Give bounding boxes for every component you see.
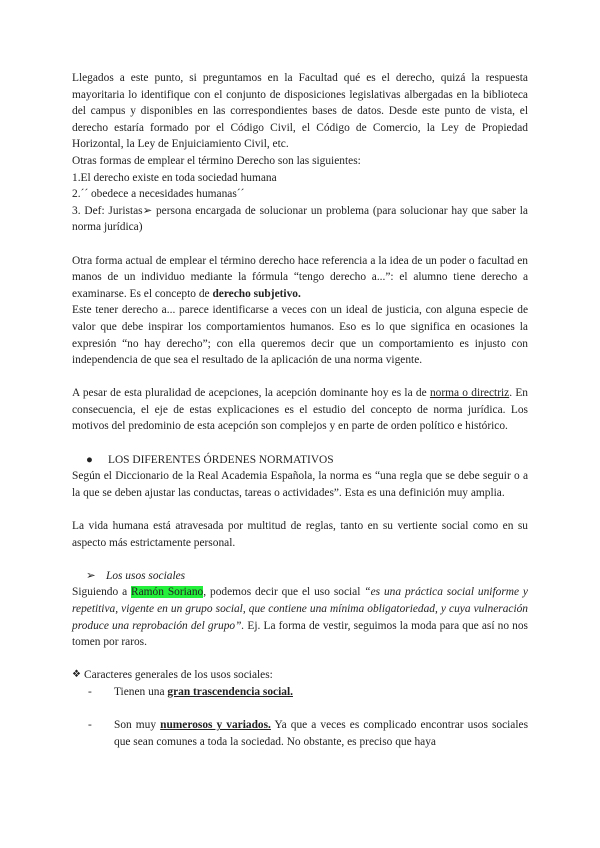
paragraph: Otras formas de emplear el término Derecho son las siguientes:	[72, 154, 361, 167]
bold-term: derecho subjetivo.	[212, 287, 301, 300]
highlighted-name: Ramón Soriano	[131, 586, 204, 599]
list-item: 1.El derecho existe en toda sociedad humana	[72, 171, 277, 184]
list-item: - Tienen una gran trascendencia social.	[72, 684, 528, 701]
list-item: - Son muy numerosos y variados. Ya que a veces es complicado encontrar usos sociales que sean comunes a toda la sociedad. No obstante, es preciso que haya	[88, 719, 529, 748]
bullet-icon: ●	[86, 453, 93, 466]
dash-icon: -	[88, 685, 92, 698]
list-item: 2.´´ obedece a necesidades humanas´´	[72, 188, 245, 201]
dash-icon: -	[88, 719, 92, 732]
paragraph: Según el Diccionario de la Real Academia Española, la norma es “una regla que se debe seguir o a la que se deben ajustar las conductas, tareas o actividades”. Esta es una definición muy amplia.	[72, 470, 528, 499]
document-page	[72, 70, 528, 750]
paragraph: Siguiendo a Ramón Soriano, podemos decir que el uso social “es una práctica social uniforme y repetitiva, vigente en un grupo social, que contiene una mínima obligatoriedad, y cuya vulneración produce una reprobación del grupo”. Ej. La forma de vestir, seguimos la moda para que así no nos tomen por raros.	[72, 586, 528, 649]
subheading: ➢ Los usos sociales	[72, 568, 528, 585]
paragraph: A pesar de esta pluralidad de acepciones, la acepción dominante hoy es la de norma o directriz. En consecuencia, el eje de estas explicaciones es el estudio del concepto de norma jurídica. Los motivos del predominio de esta acepción son complejos y en parte de orden político e histórico.	[72, 387, 528, 433]
list-item: 3. Def: Juristas➢ persona encargada de solucionar un problema (para solucionar hay que saber la norma jurídica)	[72, 204, 528, 234]
bold-underlined-term: gran trascendencia social.	[167, 685, 293, 698]
list-heading: ❖ Caracteres generales de los usos sociales:	[72, 667, 528, 684]
paragraph: Otra forma actual de emplear el término derecho hace referencia a la idea de un poder o facultad en manos de un individuo mediante la fórmula “tengo derecho a...”: el alumno tiene derecho a examinarse. Es el concepto de derecho subjetivo.	[72, 254, 528, 300]
paragraph: Este tener derecho a... parece identificarse a veces con un ideal de justicia, con alguna especie de valor que debe inspirar los comportamientos humanos. Eso es lo que significa en ocasiones la expresión “no hay derecho”; con ella queremos decir que un comportamiento es injusto con independencia de que sea el resultado de la aplicación de una norma vigente.	[72, 304, 528, 367]
paragraph: Llegados a este punto, si preguntamos en la Facultad qué es el derecho, quizá la respuesta mayoritaria lo identifique con el conjunto de disposiciones legislativas albergadas en la biblioteca del campus y disponibles en las correspondientes bases de datos. Desde este punto de vista, el derecho estaría formado por el Código Civil, el Código de Comercio, la Ley de Propiedad Horizontal, la Ley de Enjuiciamiento Civil, etc.	[72, 72, 528, 151]
diamond-icon: ❖	[72, 669, 81, 681]
bold-underlined-term: numerosos y variados.	[160, 719, 271, 732]
section-heading: ● LOS DIFERENTES ÓRDENES NORMATIVOS	[72, 452, 528, 469]
paragraph: La vida humana está atravesada por multitud de reglas, tanto en su vertiente social como en su aspecto más estrictamente personal.	[72, 520, 528, 549]
underlined-term: norma o directriz	[429, 387, 510, 400]
arrow-icon: ➢	[86, 569, 96, 582]
